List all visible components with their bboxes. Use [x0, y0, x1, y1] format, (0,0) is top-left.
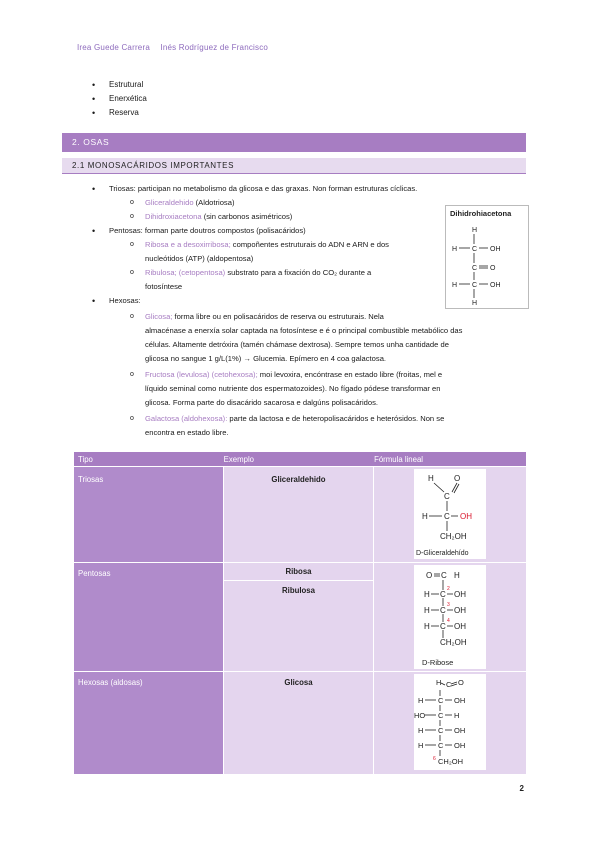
header-authors: [77, 43, 276, 52]
list-item: • Estrutural: [92, 78, 147, 92]
atom-label: C: [444, 492, 450, 501]
atom-label: H: [424, 622, 430, 631]
column-header: Tipo: [74, 452, 220, 466]
page-number: 2: [519, 784, 524, 793]
table-cell-formula: [374, 467, 526, 562]
term-fructosa: Fructosa (levulosa) (cetohexosa);: [145, 370, 258, 379]
gliceraldehido-structure: [414, 469, 486, 559]
term-desc-line2: fotosíntese: [145, 282, 183, 291]
table-cell-tipo: [74, 672, 223, 774]
term-desc-line: almacénase a enerxía solar captada na fotosíntese e é o principal combustible metabólico das: [145, 326, 463, 335]
carbon-number: 6: [433, 756, 436, 762]
atom-label: O: [458, 678, 464, 687]
atom-label: OH: [454, 606, 466, 615]
carbon-number: 2: [447, 586, 450, 592]
atom-label: H: [422, 512, 428, 521]
atom-label: O: [454, 474, 461, 483]
atom-label: OH: [454, 696, 466, 705]
atom-label: H: [472, 300, 478, 307]
table-cell-tipo: [74, 563, 223, 671]
ribose-formula: [414, 565, 486, 669]
column-header: Fórmula lineal: [370, 452, 526, 466]
hexosas-label: Hexosas:: [109, 296, 141, 305]
atom-label: H: [452, 282, 458, 289]
example-label: Gliceraldehido: [271, 475, 326, 484]
atom-label: O: [426, 571, 433, 580]
atom-label: C: [472, 265, 478, 272]
atom-label: OH: [454, 741, 466, 750]
bonds: [429, 483, 459, 531]
figure-title: Dihidrohiacetona: [450, 209, 512, 218]
carbon-number: 3: [447, 602, 450, 608]
example-label: Glicosa: [284, 678, 313, 687]
term-desc-line: células. Altamente detróxira (tamén chámase dextrosa). Sempre temos unha cantidade de: [145, 340, 449, 349]
dihidroxiacetona-figure: [445, 205, 529, 309]
atom-label: OH: [454, 590, 466, 599]
glicosa-formula: [414, 674, 486, 770]
term-desc-line: glicosa no sangue 1 g/L(1%) → Glucemia. Epímero en 4 coa galactosa.: [145, 354, 387, 363]
atom-label: OH: [454, 726, 466, 735]
atom-label: H: [424, 606, 430, 615]
atom-label: C: [446, 680, 452, 689]
list-item: • Enerxética: [92, 92, 147, 106]
atom-label: H: [452, 246, 458, 253]
atom-label: C: [438, 696, 444, 705]
term-desc-line: encontra en estado libre.: [145, 428, 229, 437]
term-dihidroxiacetona: Dihidroxiacetona: [145, 212, 202, 221]
term-gliceraldehido: Gliceraldehido: [145, 198, 194, 207]
atom-label: C: [472, 282, 478, 289]
formula-caption: D-Gliceraldehído: [416, 550, 469, 557]
atom-label: O: [490, 265, 496, 272]
atom-label: H: [418, 726, 424, 735]
term-desc-line: glicosa. Forma parte do disacárido sacarosa e dalgúns polisacáridos.: [145, 398, 378, 407]
monosacaridos-table: [74, 452, 526, 466]
author-2: Inés Rodríguez de Francisco: [160, 43, 269, 52]
term-desc: forma libre ou en polisacáridos de reserva ou estruturais. Nela: [172, 312, 384, 321]
atom-label: OH: [490, 246, 501, 253]
atom-label: H: [418, 741, 424, 750]
term-desc: (Aldotriosa): [193, 198, 235, 207]
carbon-number: 4: [447, 618, 450, 624]
example-label: Ribosa: [285, 567, 312, 576]
pentosas-label: Pentosas: forman parte doutros compostos (polisacáridos): [109, 226, 306, 235]
term-ribosa: Ribosa e a desoxirribosa;: [145, 240, 231, 249]
atom-label: CH₂OH: [440, 532, 467, 541]
table-cell-example: [224, 467, 373, 562]
table-cell-example: [224, 672, 373, 774]
dihidroxiacetona-structure: [446, 206, 528, 308]
atom-label: H: [454, 711, 460, 720]
table-cell-example: [224, 563, 373, 580]
term-desc-line2: nucleótidos (ATP) (aldopentosa): [145, 254, 254, 263]
atom-label: H: [424, 590, 430, 599]
term-desc-line: líquido seminal como nutriente dos espermatozoides). No fígado pódese transformar en: [145, 384, 441, 393]
glicosa-structure: [414, 674, 486, 770]
table-cell-tipo: [74, 467, 223, 562]
subsection-heading: 2.1 MONOSACÁRIDOS IMPORTANTES: [62, 158, 526, 174]
table-header-row: [74, 452, 526, 466]
term-desc: moi levoxira, encóntrase en estado libre (froitas, mel e: [257, 370, 443, 379]
formula-caption: D-Ribose: [422, 658, 454, 667]
atom-label: C: [441, 571, 447, 580]
tipo-label: Hexosas (aldosas): [78, 678, 143, 687]
atom-label: H: [472, 227, 478, 234]
atom-label: H: [428, 474, 434, 483]
tipo-label: Pentosas: [78, 569, 111, 578]
atom-label: CH₂OH: [440, 638, 467, 647]
atom-label: C: [472, 246, 478, 253]
atom-label: C: [440, 606, 446, 615]
top-bullet-list: [92, 78, 147, 120]
gliceraldehido-formula: [414, 469, 486, 559]
example-label: Ribulosa: [282, 586, 315, 595]
atom-label: OH: [490, 282, 501, 289]
tipo-label: Triosas: [78, 475, 104, 484]
term-desc: (sin carbonos asimétricos): [201, 212, 293, 221]
atom-label: C: [444, 512, 450, 521]
atom-label: C: [438, 741, 444, 750]
author-1: Irea Guede Carrera: [77, 43, 150, 52]
table-cell-formula: [374, 563, 526, 671]
atom-label: CH₂OH: [438, 757, 463, 766]
term-ribulosa: Ribulosa; (cetopentosa): [145, 268, 226, 277]
atom-label-red: OH: [460, 512, 472, 521]
term-glicosa: Glicosa;: [145, 312, 173, 321]
list-item: • Reserva: [92, 106, 147, 120]
atom-label: C: [440, 590, 446, 599]
ribose-structure: [414, 565, 486, 669]
atom-label: C: [438, 711, 444, 720]
table-cell-formula: [374, 672, 526, 774]
atom-label: C: [440, 622, 446, 631]
atom-label: H: [454, 571, 460, 580]
term-desc: parte da lactosa e de heteropolisacáridos e heterósidos. Non se: [227, 414, 445, 423]
atom-label: HO: [414, 711, 426, 720]
term-galactosa: Galactosa (aldohexosa):: [145, 414, 228, 423]
atom-label: H: [418, 696, 424, 705]
term-desc: substrato para a fixación do CO₂ durante a: [225, 268, 372, 277]
atom-label: C: [438, 726, 444, 735]
atom-label: OH: [454, 622, 466, 631]
section-heading: 2. OSAS: [62, 133, 526, 152]
triosas-label: Triosas: participan no metabolismo da glicosa e das graxas. Non forman estruturas cíclicas.: [109, 184, 418, 193]
term-desc: compoñentes estruturais do ADN e ARN e dos: [230, 240, 389, 249]
atom-label: H: [436, 678, 442, 687]
table-cell-example: [224, 581, 373, 671]
column-header: Exemplo: [220, 452, 370, 466]
